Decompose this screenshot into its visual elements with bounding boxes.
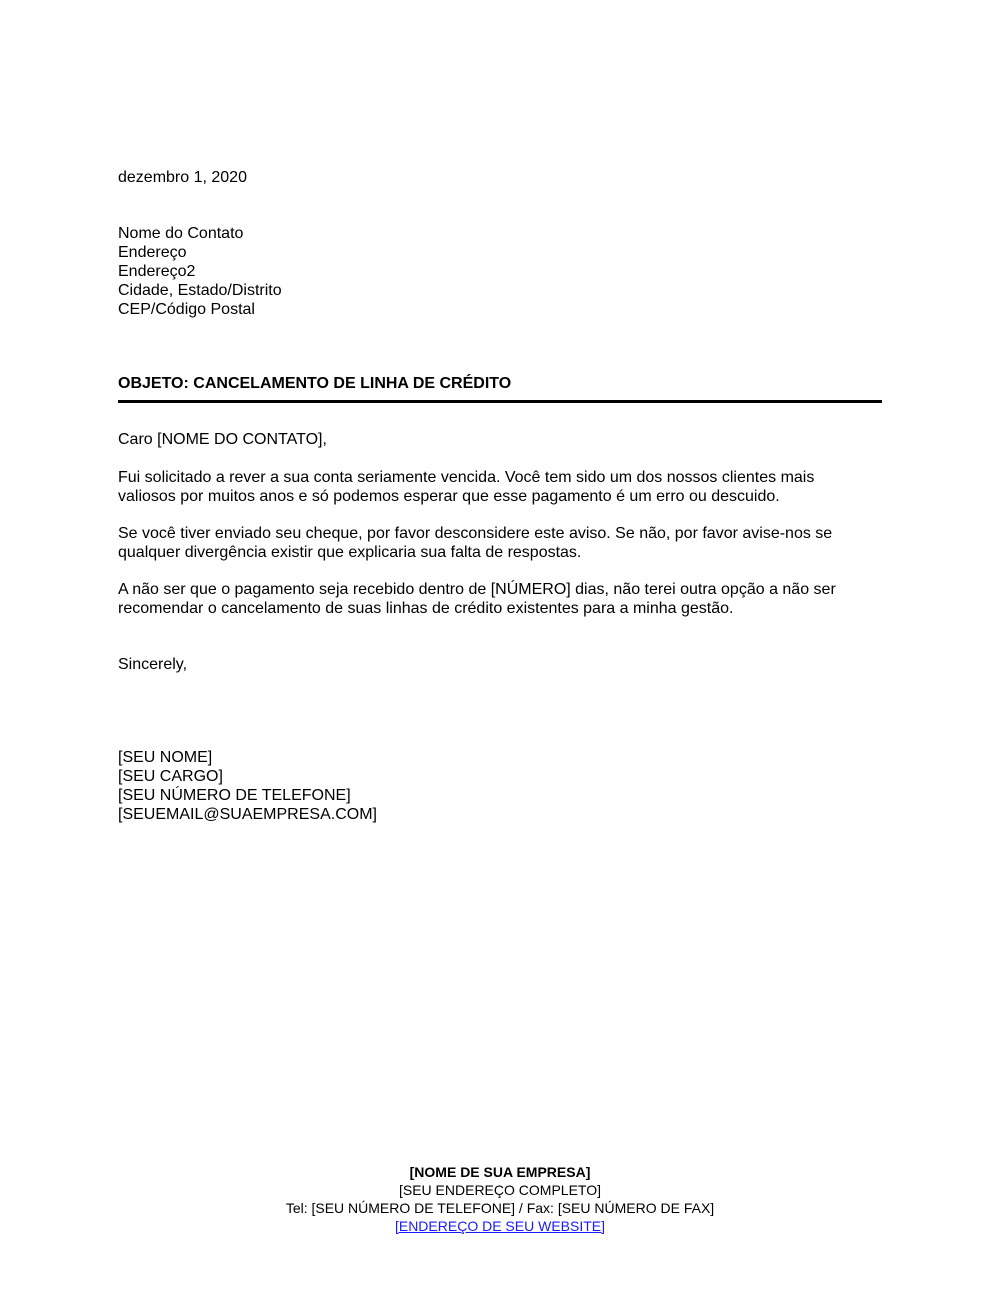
paragraph-line: qualquer divergência existir que explicaria sua falta de respostas. (118, 544, 582, 561)
signer-name: [SEU NOME] (118, 749, 213, 766)
salutation-text: Caro [NOME DO CONTATO], (118, 431, 327, 448)
closing-text: Sincerely, (118, 656, 188, 673)
recipient-address-line-2: Endereço2 (118, 263, 196, 280)
signature-block (118, 748, 882, 824)
letterhead-footer (0, 1163, 1000, 1235)
footer-website-link[interactable]: [ENDEREÇO DE SEU WEBSITE] (394, 1218, 606, 1234)
paragraph-line: A não ser que o pagamento seja recebido dentro de [NÚMERO] dias, não terei outra opção a não ser (118, 581, 836, 598)
date-text: dezembro 1, 2020 (118, 169, 247, 186)
paragraph-line: recomendar o cancelamento de suas linhas de crédito existentes para a minha gestão. (118, 600, 734, 617)
body-paragraph-1 (118, 468, 882, 506)
recipient-address-line-1: Endereço (118, 244, 187, 261)
signer-email: [SEUEMAIL@SUAEMPRESA.COM] (118, 806, 377, 823)
footer-address: [SEU ENDEREÇO COMPLETO] (398, 1182, 601, 1198)
signer-title: [SEU CARGO] (118, 768, 223, 785)
recipient-address-block (118, 224, 882, 319)
paragraph-line: Fui solicitado a rever a sua conta seriamente vencida. Você tem sido um dos nossos clientes mais (118, 469, 815, 486)
body-paragraph-2 (118, 524, 882, 562)
subject-divider (118, 400, 882, 403)
closing (118, 655, 882, 674)
paragraph-line: valiosos por muitos anos e só podemos esperar que esse pagamento é um erro ou descuido. (118, 488, 780, 505)
recipient-postal-code: CEP/Código Postal (118, 301, 255, 318)
letter-date (118, 168, 882, 187)
subject-heading (118, 374, 882, 393)
paragraph-line: Se você tiver enviado seu cheque, por favor desconsidere este aviso. Se não, por favor avise-nos se (118, 525, 833, 542)
footer-contact: Tel: [SEU NÚMERO DE TELEFONE] / Fax: [SEU NÚMERO DE FAX] (285, 1200, 715, 1216)
salutation (118, 430, 882, 449)
recipient-city-state: Cidade, Estado/Distrito (118, 282, 282, 299)
signer-phone: [SEU NÚMERO DE TELEFONE] (118, 787, 351, 804)
footer-company-name: [NOME DE SUA EMPRESA] (409, 1164, 591, 1180)
body-paragraph-3 (118, 580, 882, 618)
recipient-name: Nome do Contato (118, 225, 244, 242)
subject-text: OBJETO: CANCELAMENTO DE LINHA DE CRÉDITO (118, 375, 512, 392)
